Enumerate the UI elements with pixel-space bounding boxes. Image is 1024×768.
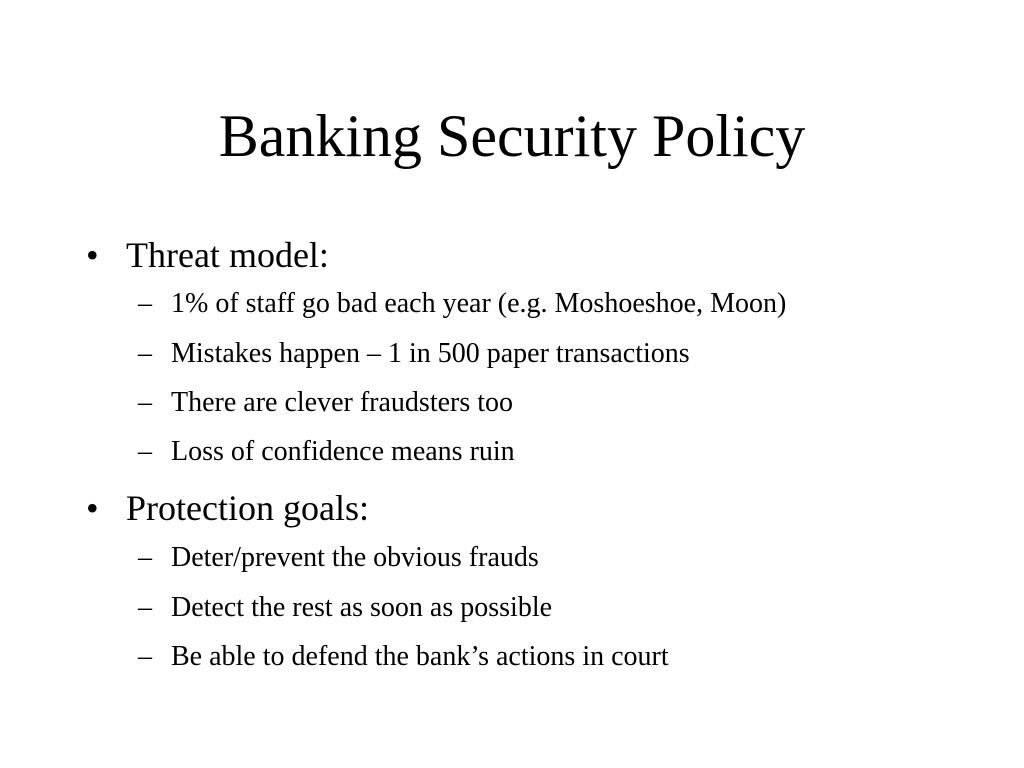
bullet-marker: • (86, 235, 99, 275)
dash-marker: – (138, 338, 152, 369)
dash-marker: – (138, 436, 152, 467)
sub-bullet-text: There are clever fraudsters too (171, 387, 514, 418)
sub-bullet (138, 590, 552, 626)
bullet-text: Protection goals: (126, 488, 369, 528)
sub-bullet-text: Mistakes happen – 1 in 500 paper transactions (171, 338, 690, 369)
sub-bullet (138, 385, 513, 421)
dash-marker: – (138, 387, 152, 418)
slide-title: Banking Security Policy (218, 103, 806, 169)
bullet-marker: • (86, 488, 99, 528)
bullet-threat-model (86, 233, 329, 277)
dash-marker: – (138, 641, 152, 672)
sub-bullet-text: Loss of confidence means ruin (171, 436, 515, 467)
sub-bullet (138, 434, 515, 470)
dash-marker: – (138, 592, 152, 623)
bullet-protection-goals (86, 486, 369, 530)
sub-bullet (138, 639, 669, 675)
sub-bullet (138, 286, 786, 322)
sub-bullet-text: Detect the rest as soon as possible (171, 592, 553, 623)
sub-bullet-text: Deter/prevent the obvious frauds (171, 542, 539, 573)
bullet-text: Threat model: (126, 235, 329, 275)
sub-bullet-text: 1% of staff go bad each year (e.g. Moshoeshoe, Moon) (171, 288, 787, 319)
sub-bullet (138, 540, 539, 576)
sub-bullet-text: Be able to defend the bank’s actions in court (171, 641, 669, 672)
dash-marker: – (138, 288, 152, 319)
dash-marker: – (138, 542, 152, 573)
sub-bullet (138, 336, 690, 372)
